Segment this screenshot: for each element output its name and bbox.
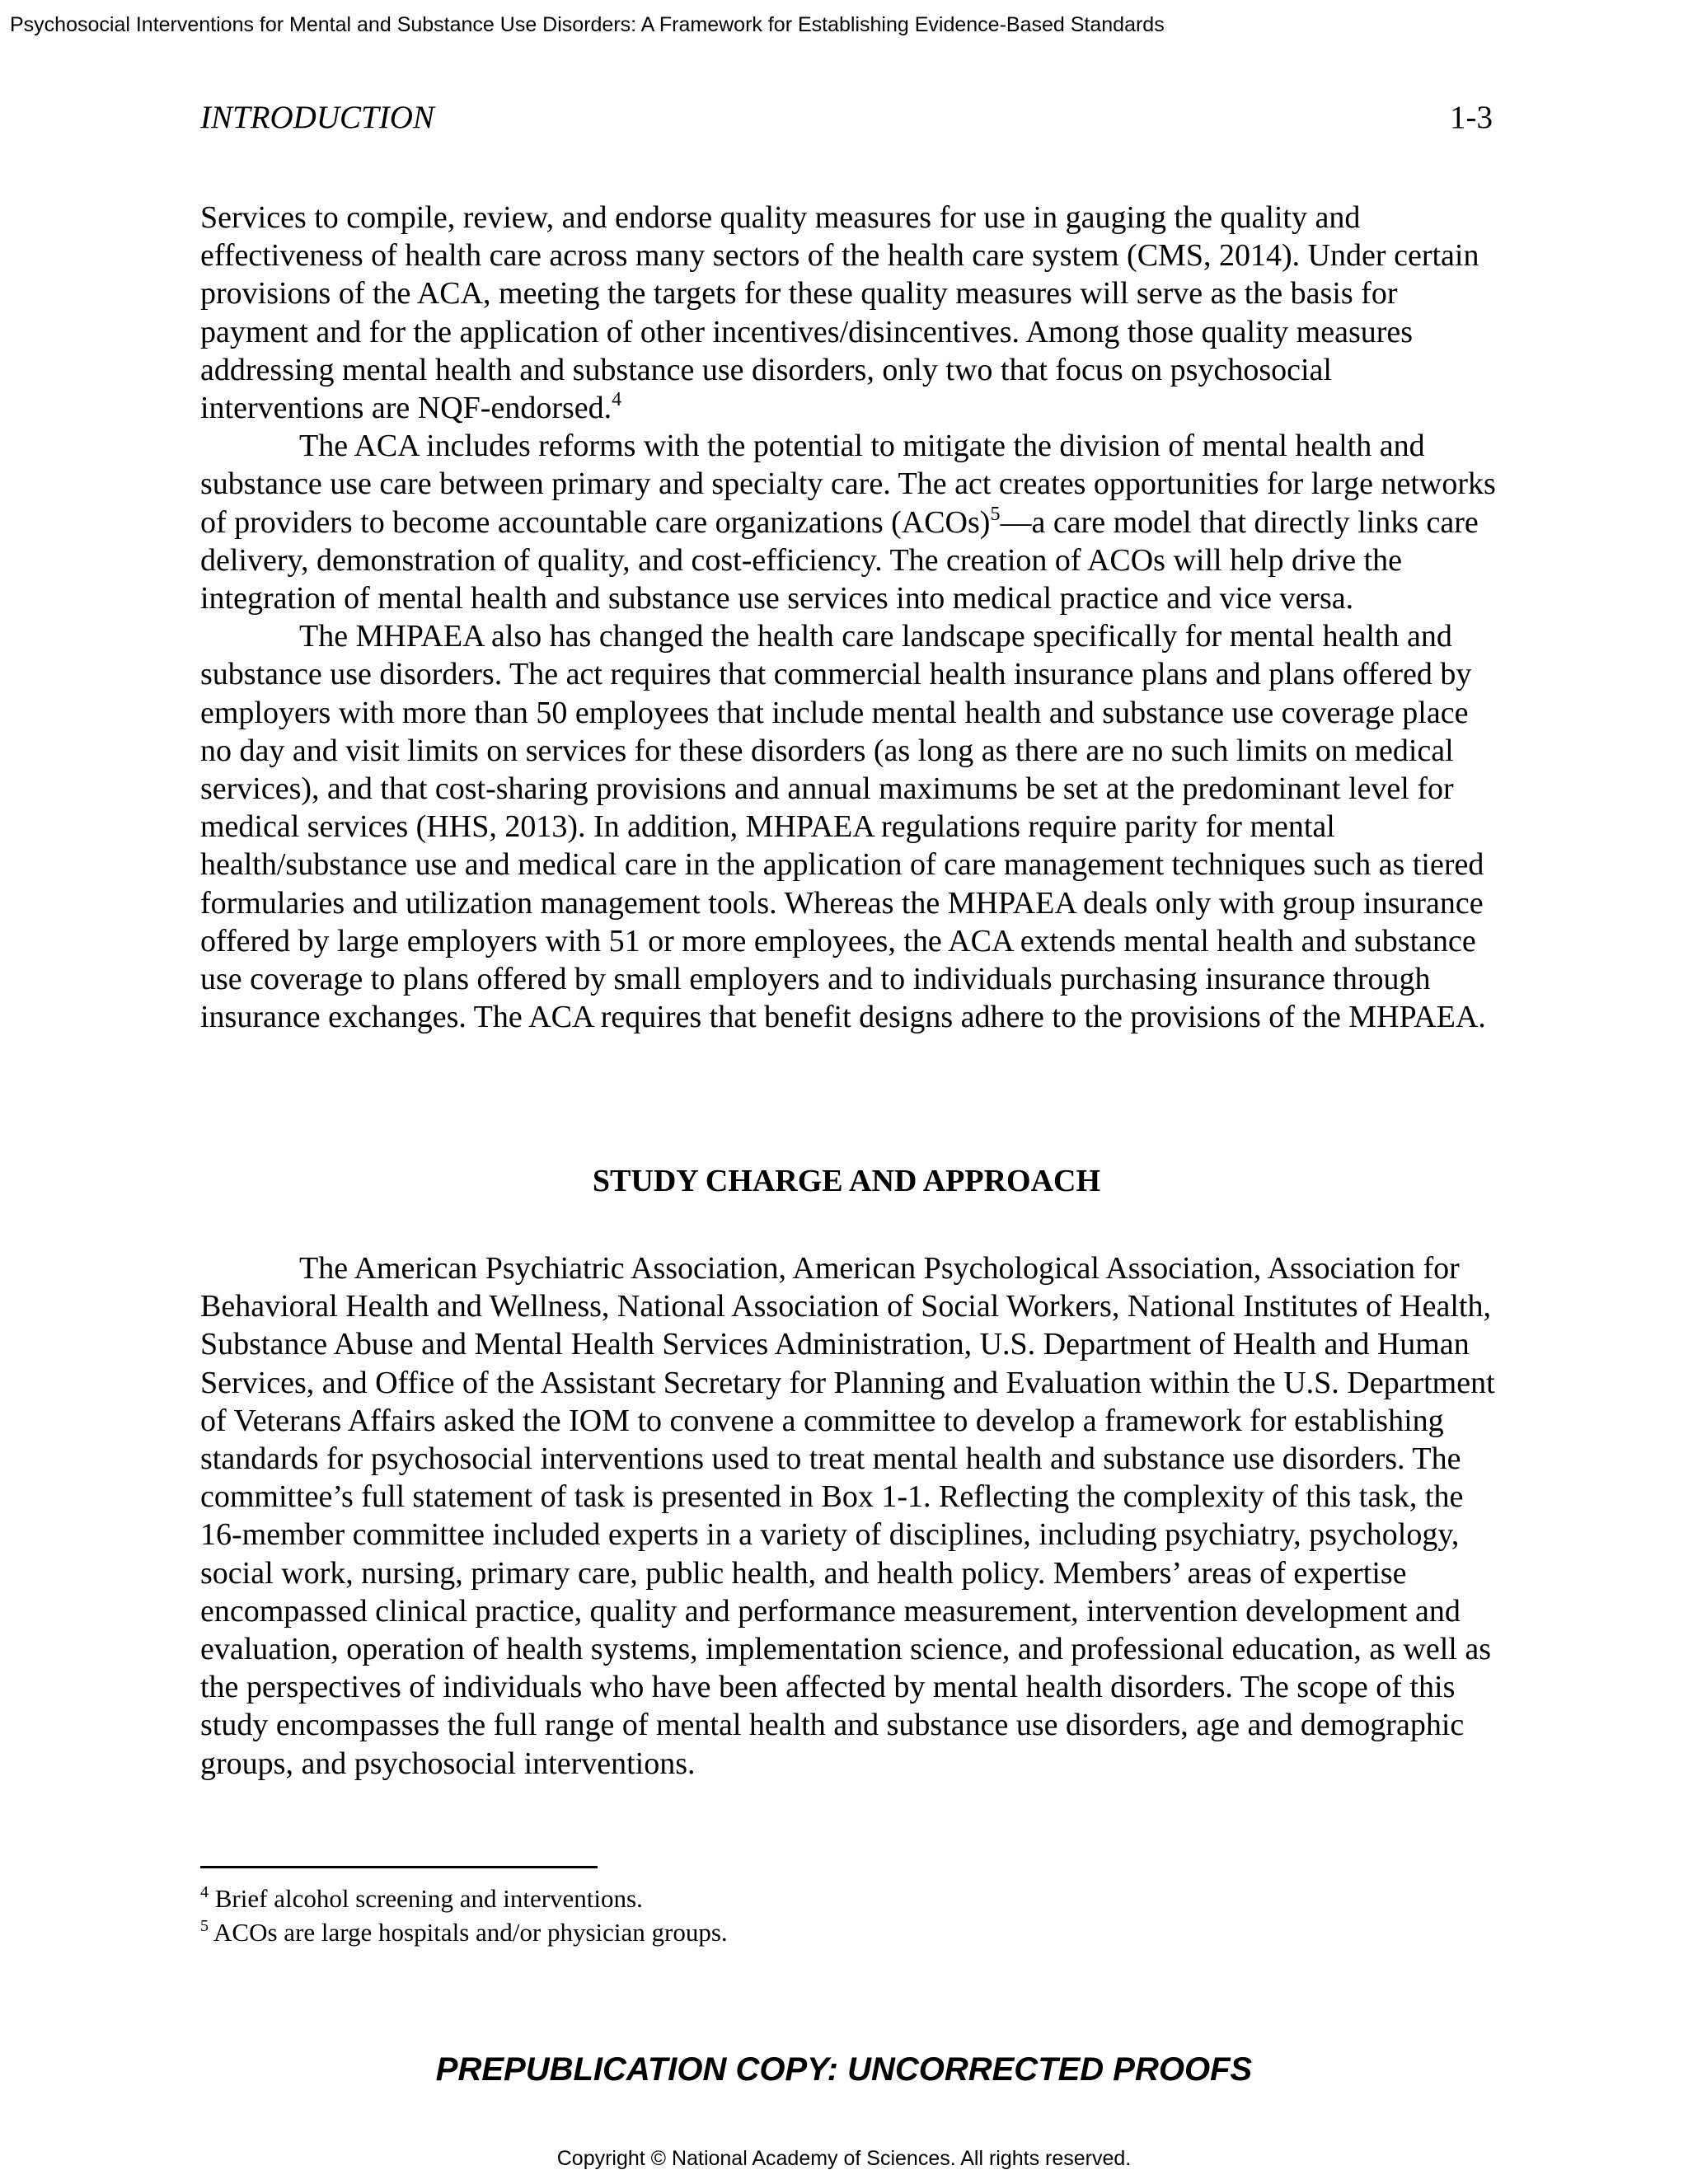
footnotes — [200, 1882, 728, 1949]
footnote-text: ACOs are large hospitals and/or physician groups. — [213, 1918, 728, 1947]
copyright-notice: Copyright © National Academy of Sciences. All rights reserved. — [556, 2147, 1132, 2170]
footnote-4 — [200, 1882, 728, 1915]
footnote-divider — [200, 1866, 598, 1868]
footnote-number: 4 — [200, 1883, 209, 1901]
paragraph-2 — [200, 427, 1503, 617]
footnote-5 — [200, 1915, 728, 1949]
prepublication-banner: PREPUBLICATION COPY: UNCORRECTED PROOFS — [435, 2051, 1253, 2088]
footnote-text: Brief alcohol screening and interventions. — [214, 1884, 643, 1913]
footnote-number: 5 — [200, 1917, 209, 1935]
page-number: 1-3 — [1450, 100, 1493, 135]
running-head — [200, 97, 1493, 138]
section-paragraph: The American Psychiatric Association, American Psychological Association, Association for Behavioral Health and Wellness, National Association of Social Workers, National Institutes of Health, Substance Abuse and Mental Health Services Administration, U.S. Department of Health and Human Services, and Office of the Assistant Secretary for Planning and Evaluation within the U.S. Department of Veterans Affairs asked the IOM to convene a committee to develop a framework for establishing standards for psychosocial interventions used to treat mental health and substance use disorders. The committee’s full statement of task is presented in Box 1-1. Reflecting the complexity of this task, the 16-member committee included experts in a variety of disciplines, including psychiatry, psychology, social work, nursing, primary care, public health, and health policy. Members’ areas of expertise encompassed clinical practice, quality and performance measurement, intervention development and evaluation, operation of health systems, implementation science, and professional education, as well as the perspectives of individuals who have been affected by mental health disorders. The scope of this study encompasses the full range of mental health and substance use disorders, age and demographic groups, and psychosocial interventions. — [200, 1251, 1495, 1781]
paragraph-2-text-after: —a care model that directly links care delivery, demonstration of quality, and cost-efficiency. The creation of ACOs will help drive the integration of mental health and substance use services into medical practice and vice versa. — [200, 504, 1479, 616]
paragraph-1 — [200, 199, 1503, 427]
section-heading: STUDY CHARGE AND APPROACH — [592, 1164, 1101, 1198]
document-title: Psychosocial Interventions for Mental and Substance Use Disorders: A Framework for Establishing Evidence-Based Standards — [10, 13, 1165, 36]
footnote-ref-4: 4 — [612, 389, 622, 411]
paragraph-1-text: Services to compile, review, and endorse quality measures for use in gauging the quality and effectiveness of health care across many sectors of the health care system (CMS, 2014). Under certain provisions of the ACA, meeting the targets for these quality measures will serve as the basis for payment and for the application of other incentives/disincentives. Among those quality measures addressing mental health and substance use disorders, only two that focus on psychosocial interventions are NQF-endorsed. — [200, 200, 1479, 426]
paragraph-3: The MHPAEA also has changed the health care landscape specifically for mental health and substance use disorders. The act requires that commercial health insurance plans and plans offered by employers with more than 50 employees that include mental health and substance use coverage place no day and visit limits on services for these disorders (as long as there are no such limits on medical services), and that cost-sharing provisions and annual maximums be set at the predominant level for medical services (HHS, 2013). In addition, MHPAEA regulations require parity for mental health/substance use and medical care in the application of care management techniques such as tiered formularies and utilization management tools. Whereas the MHPAEA deals only with group insurance offered by large employers with 51 or more employees, the ACA extends mental health and substance use coverage to plans offered by small employers and to individuals purchasing insurance through insurance exchanges. The ACA requires that benefit designs adhere to the provisions of the MHPAEA. — [200, 619, 1486, 1035]
paragraph-2-text-before: The ACA includes reforms with the potential to mitigate the division of mental health and substance use care between primary and specialty care. The act creates opportunities for large networks of providers to become accountable care organizations (ACOs) — [200, 429, 1496, 540]
running-head-section: INTRODUCTION — [200, 100, 434, 135]
body-text-block — [200, 199, 1503, 1036]
section-body-block — [200, 1249, 1503, 1783]
footnote-ref-5: 5 — [990, 503, 1001, 525]
